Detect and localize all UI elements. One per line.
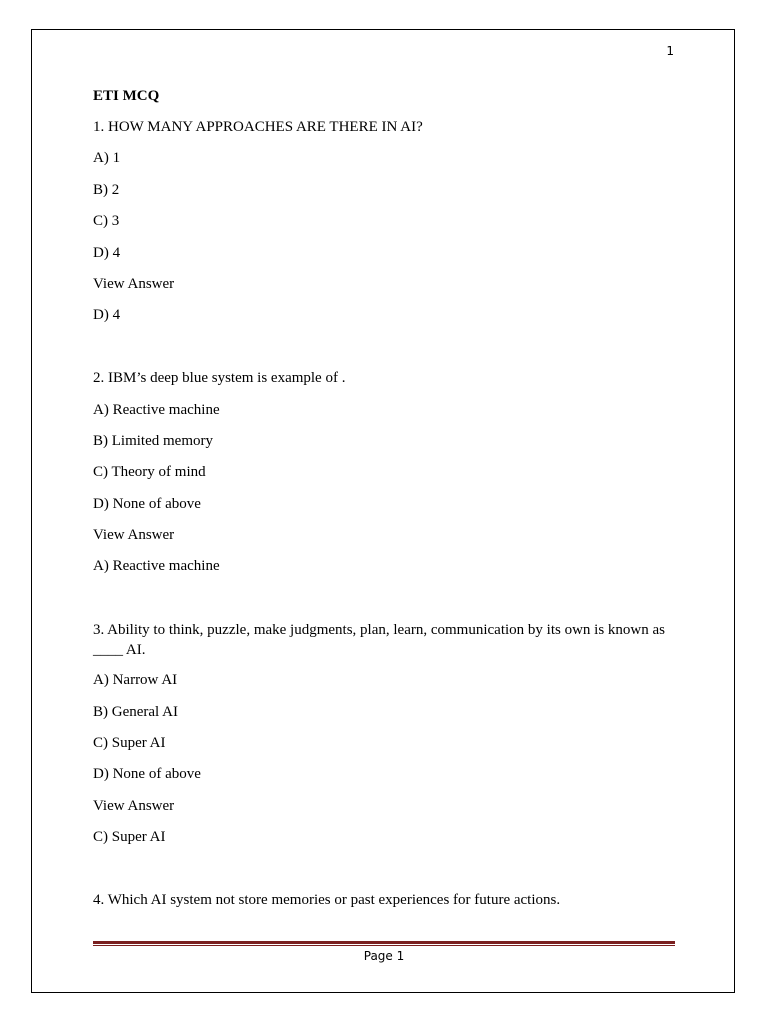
footer-page-label: Page 1 [363,949,405,963]
option: A) Narrow AI [93,672,178,689]
spacer [93,860,679,891]
document-page [31,29,735,993]
question-text: 2. IBM’s deep blue system is example of . [93,370,346,387]
view-answer-link[interactable]: View Answer [93,275,175,292]
spacer [93,338,679,369]
answer-text: D) 4 [93,307,121,324]
option: C) Super AI [93,735,166,752]
question-text: 1. HOW MANY APPROACHES ARE THERE IN AI? [93,119,423,135]
document-title: ETI MCQ [93,88,160,104]
footer-divider [93,941,675,946]
question-text: 4. Which AI system not store memories or past experiences for future actions. [93,891,561,908]
option: A) 1 [93,150,121,167]
option: D) 4 [93,244,121,261]
question-text: 3. Ability to think, puzzle, make judgments, plan, learn, communication by its own is known as ____ AI. [93,622,665,659]
view-answer-link[interactable]: View Answer [93,797,175,814]
answer-text: A) Reactive machine [93,558,220,575]
option: B) 2 [93,181,120,198]
answer-text: C) Super AI [93,829,166,846]
option: D) None of above [93,766,201,783]
option: B) General AI [93,703,178,720]
page-content [93,87,679,922]
option: C) 3 [93,213,120,230]
view-answer-link[interactable]: View Answer [93,527,175,544]
option: A) Reactive machine [93,401,220,418]
option: C) Theory of mind [93,464,206,481]
option: D) None of above [93,495,201,512]
option: B) Limited memory [93,432,213,449]
spacer [93,589,679,620]
header-page-number: 1 [666,44,674,58]
